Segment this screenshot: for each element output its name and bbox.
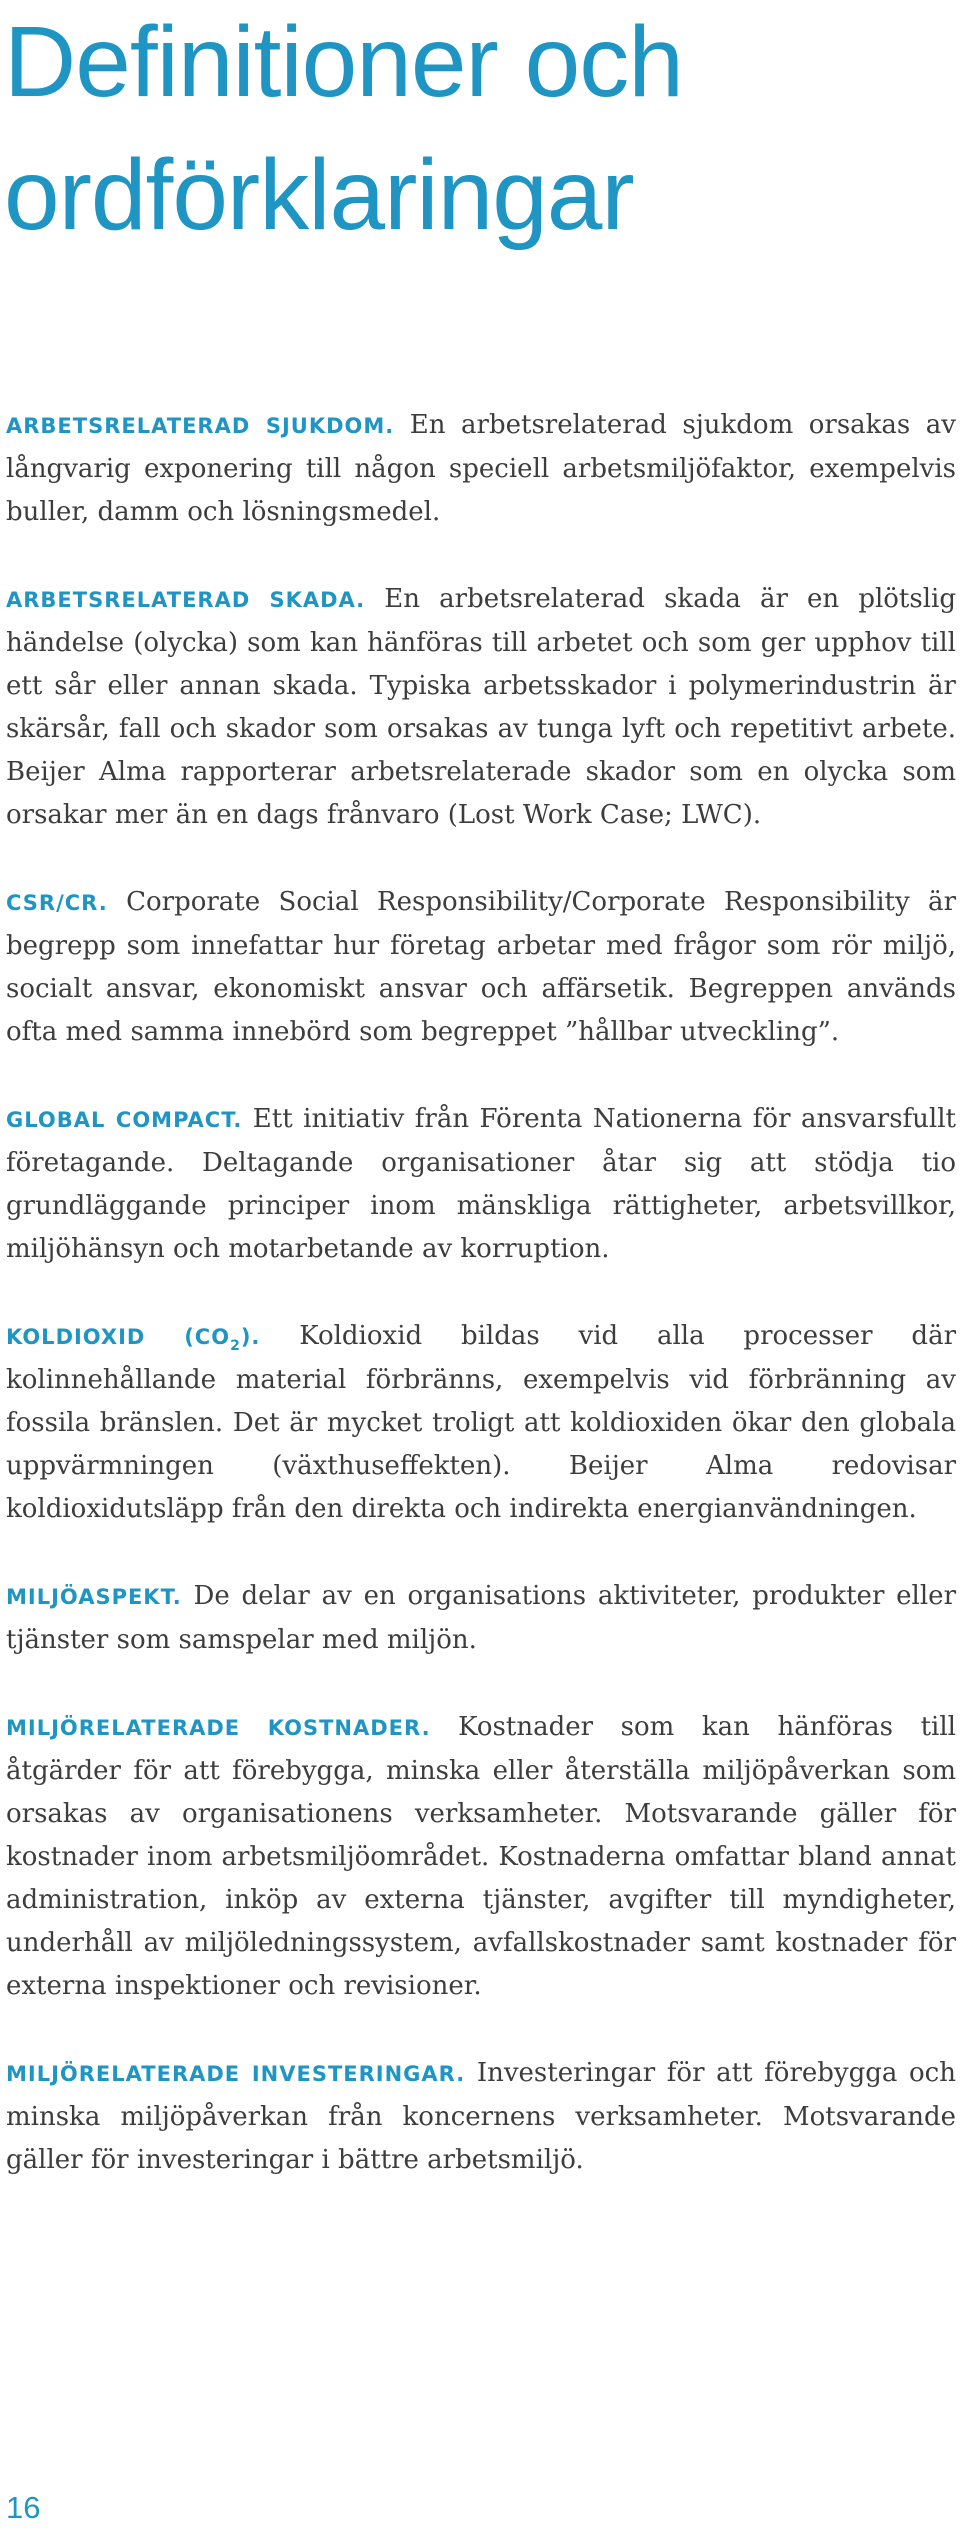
definition-term-subscript: 2 xyxy=(230,1338,241,1354)
definition-term: MILJÖRELATERADE INVESTERINGAR. xyxy=(6,2062,466,2086)
definition-term: GLOBAL COMPACT. xyxy=(6,1108,243,1132)
definition-term-end: ). xyxy=(240,1325,261,1349)
page-title xyxy=(4,0,683,262)
definition-text: De delar av en organisations aktiviteter, produkter eller tjänster som samspelar med miljön. xyxy=(6,1581,956,1655)
definitions-list xyxy=(6,404,956,2226)
definition-term: CSR/CR. xyxy=(6,891,108,915)
definition-term: ARBETSRELATERAD SJUKDOM. xyxy=(6,414,395,438)
definition-arbetsrelaterad-sjukdom xyxy=(6,404,956,534)
definition-text: Koldioxid bildas vid alla processer där kolinnehållande material förbränns, exempelvis vid förbränning av fossila bränslen. Det är mycket troligt att koldioxiden ökar den globala uppvärmningen (växthuseffekten). Beijer Alma redovisar koldioxidutsläpp från den direkta och indirekta energianvändningen. xyxy=(6,1321,956,1524)
definition-text: Investeringar för att förebygga och minska miljöpåverkan från koncernens verksamheter. Motsvarande gäller för investeringar i bättre arbetsmiljö. xyxy=(6,2058,956,2175)
definition-text: En arbetsrelaterad sjukdom orsakas av långvarig exponering till någon speciell arbetsmiljöfaktor, exempelvis buller, damm och lösningsmedel. xyxy=(6,410,956,527)
page-number: 16 xyxy=(6,2490,41,2525)
definition-global-compact xyxy=(6,1098,956,1271)
definition-csr-cr xyxy=(6,881,956,1054)
definition-term: MILJÖRELATERADE KOSTNADER. xyxy=(6,1716,431,1740)
page-title-line-1: Definitioner och xyxy=(4,6,683,118)
page-title-line-2: ordförklaringar xyxy=(4,139,634,251)
definition-arbetsrelaterad-skada xyxy=(6,578,956,837)
definition-term xyxy=(6,1325,261,1354)
definition-miljorelaterade-investeringar xyxy=(6,2052,956,2182)
definition-text: Ett initiativ från Förenta Nationerna för ansvarsfullt företagande. Deltagande organisationer åtar sig att stödja tio grundläggande principer inom mänskliga rättigheter, arbetsvillkor, miljöhänsyn och motarbetande av korruption. xyxy=(6,1104,957,1264)
definition-text: Kostnader som kan hänföras till åtgärder för att förebygga, minska eller återställa miljöpåverkan som orsakas av organisationens verksamheter. Motsvarande gäller för kostnader inom arbetsmiljöområdet. Kostnaderna omfattar bland annat administration, inköp av externa tjänster, avgifter till myndigheter, underhåll av miljöledningssystem, avfallskostnader samt kostnader för externa inspektioner och revisioner. xyxy=(6,1712,956,2001)
definition-term: MILJÖASPEKT. xyxy=(6,1585,182,1609)
definition-koldioxid xyxy=(6,1315,956,1531)
definition-miljorelaterade-kostnader xyxy=(6,1706,956,2008)
definition-term: ARBETSRELATERAD SKADA. xyxy=(6,588,366,612)
definition-term-main: KOLDIOXID (CO xyxy=(6,1325,231,1349)
definition-miljoaspekt xyxy=(6,1575,956,1662)
definition-text: En arbetsrelaterad skada är en plötslig händelse (olycka) som kan hänföras till arbetet och som ger upphov till ett sår eller annan skada. Typiska arbetsskador i polymerindustrin är skärsår, fall och skador som orsakas av tunga lyft och repetitivt arbete. Beijer Alma rapporterar arbetsrelaterade skador som en olycka som orsakar mer än en dags frånvaro (Lost Work Case; LWC). xyxy=(6,584,956,830)
definition-text: Corporate Social Responsibility/Corporate Responsibility är begrepp som innefattar hur företag arbetar med frågor som rör miljö, socialt ansvar, ekonomiskt ansvar och affärsetik. Begreppen används ofta med samma innebörd som begreppet ”hållbar utveckling”. xyxy=(6,887,956,1047)
